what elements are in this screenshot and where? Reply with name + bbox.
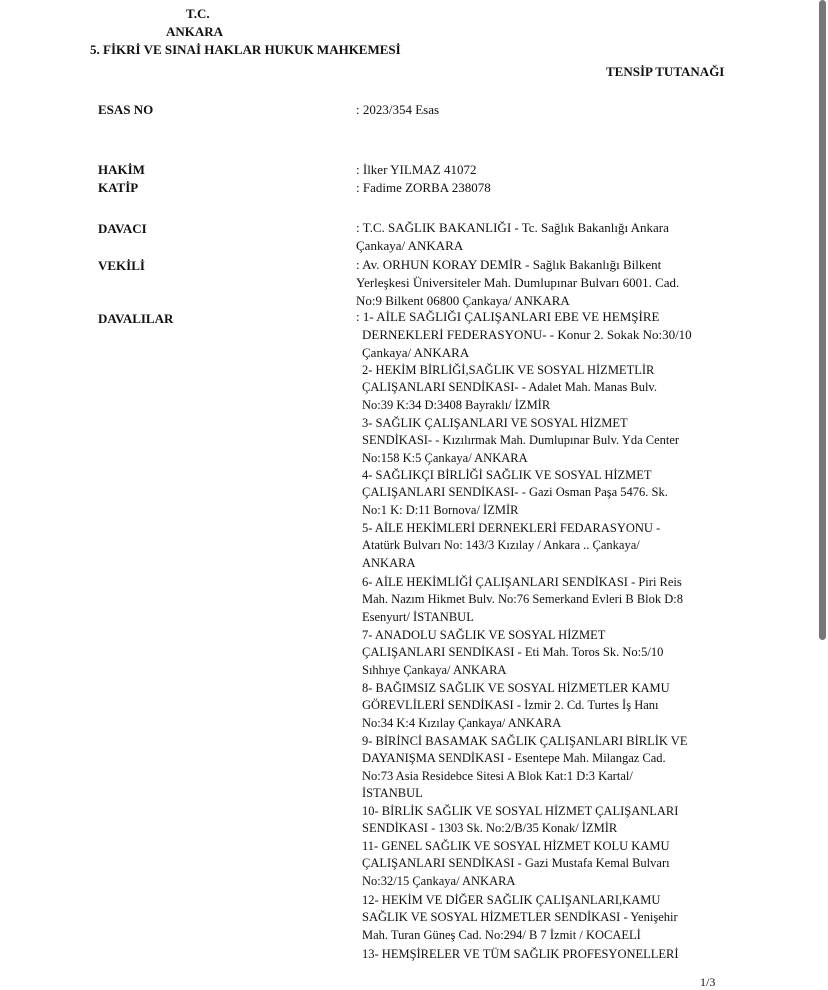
defendant-line: 3- SAĞLIK ÇALIŞANLARI VE SOSYAL HİZMET bbox=[362, 416, 628, 430]
defendant-line: ANKARA bbox=[362, 555, 416, 570]
defendant-line: No:1 K: D:11 Bornova/ İZMİR bbox=[362, 502, 519, 517]
defendant-line: 5- AİLE HEKİMLERİ DERNEKLERİ FEDARASYONU - bbox=[362, 521, 661, 535]
vekili-value bbox=[356, 256, 736, 310]
defendant-line: Esenyurt/ İSTANBUL bbox=[362, 609, 474, 624]
vekili-line: Yerleşkesi Üniversiteler Mah. Dumlupınar Bulvarı 6001. Cad. bbox=[356, 275, 680, 290]
defendant-3 bbox=[362, 415, 742, 467]
defendant-1 bbox=[356, 308, 736, 362]
defendant-line: ÇALIŞANLARI SENDİKASI - Gazi Mustafa Kemal Bulvarı bbox=[362, 856, 670, 871]
defendant-9 bbox=[362, 733, 742, 803]
hakim-value: : İlker YILMAZ 41072 bbox=[356, 162, 477, 177]
defendant-line: Çankaya/ ANKARA bbox=[362, 345, 470, 360]
defendant-line: Sıhhıye Çankaya/ ANKARA bbox=[362, 662, 507, 677]
defendant-line: Mah. Nazım Hikmet Bulv. No:76 Semerkand Evleri B Blok D:8 bbox=[362, 592, 684, 607]
defendant-line: : 1- AİLE SAĞLIĞI ÇALIŞANLARI EBE VE HEMŞİRE bbox=[356, 309, 660, 324]
defendant-line: ÇALIŞANLARI SENDİKASI - Eti Mah. Toros Sk. No:5/10 bbox=[362, 645, 664, 660]
court-name: 5. FİKRİ VE SINAİ HAKLAR HUKUK MAHKEMESİ bbox=[90, 42, 401, 57]
defendant-line: 11- GENEL SAĞLIK VE SOSYAL HİZMET KOLU KAMU bbox=[362, 839, 670, 853]
vertical-scrollbar[interactable] bbox=[819, 0, 826, 640]
vekili-line: : Av. ORHUN KORAY DEMİR - Sağlık Bakanlığı Bilkent bbox=[356, 257, 662, 272]
defendant-10 bbox=[362, 803, 742, 838]
defendant-8 bbox=[362, 680, 742, 732]
davaci-line: : T.C. SAĞLIK BAKANLIĞI - Tc. Sağlık Bakanlığı Ankara bbox=[356, 220, 669, 235]
defendant-line: Atatürk Bulvarı No: 143/3 Kızılay / Ankara .. Çankaya/ bbox=[362, 538, 640, 553]
defendant-line: No:32/15 Çankaya/ ANKARA bbox=[362, 873, 516, 888]
defendant-line: SENDİKASI- - Kızılırmak Mah. Dumlupınar Bulv. Yda Center bbox=[362, 433, 680, 448]
defendant-line: SAĞLIK VE SOSYAL HİZMETLER SENDİKASI - Yenişehir bbox=[362, 910, 678, 925]
defendant-line: 12- HEKİM VE DİĞER SAĞLIK ÇALIŞANLARI,KAMU bbox=[362, 893, 661, 907]
davaci-line: Çankaya/ ANKARA bbox=[356, 238, 464, 253]
defendant-line: SENDİKASI - 1303 Sk. No:2/B/35 Konak/ İZMİR bbox=[362, 821, 618, 836]
defendant-line: 9- BİRİNCİ BASAMAK SAĞLIK ÇALIŞANLARI BİRLİK VE bbox=[362, 734, 688, 748]
defendant-5 bbox=[362, 520, 742, 572]
defendant-line: No:158 K:5 Çankaya/ ANKARA bbox=[362, 450, 528, 465]
header-tc: T.C. bbox=[186, 6, 210, 21]
esas-value: : 2023/354 Esas bbox=[356, 102, 440, 117]
header-city: ANKARA bbox=[166, 24, 224, 39]
defendant-line: No:39 K:34 D:3408 Bayraklı/ İZMİR bbox=[362, 397, 551, 412]
defendant-line: ÇALIŞANLARI SENDİKASI- - Gazi Osman Paşa 5476. Sk. bbox=[362, 485, 668, 500]
defendant-line: 8- BAĞIMSIZ SAĞLIK VE SOSYAL HİZMETLER KAMU bbox=[362, 681, 670, 695]
defendant-11 bbox=[362, 838, 742, 890]
davalilar-label: DAVALILAR bbox=[98, 311, 174, 326]
vekili-label: VEKİLİ bbox=[98, 258, 145, 273]
vekili-line: No:9 Bilkent 06800 Çankaya/ ANKARA bbox=[356, 293, 570, 308]
document-title: TENSİP TUTANAĞI bbox=[606, 64, 725, 79]
davaci-label: DAVACI bbox=[98, 221, 147, 236]
defendant-line: ÇALIŞANLARI SENDİKASI- - Adalet Mah. Manas Bulv. bbox=[362, 380, 657, 395]
defendant-4 bbox=[362, 467, 742, 519]
defendant-line: İSTANBUL bbox=[362, 786, 423, 801]
defendant-line: 6- AİLE HEKİMLİĞİ ÇALIŞANLARI SENDİKASI - Piri Reis bbox=[362, 575, 682, 589]
katip-label: KATİP bbox=[98, 180, 139, 195]
defendant-line: No:73 Asia Residebce Sitesi A Blok Kat:1 D:3 Kartal/ bbox=[362, 768, 633, 783]
defendant-7 bbox=[362, 627, 742, 679]
defendant-line: GÖREVLİLERİ SENDİKASI - İzmir 2. Cd. Turtes İş Hanı bbox=[362, 698, 659, 713]
defendant-line: 7- ANADOLU SAĞLIK VE SOSYAL HİZMET bbox=[362, 628, 606, 642]
defendant-line: DAYANIŞMA SENDİKASI - Esentepe Mah. Milangaz Cad. bbox=[362, 751, 666, 766]
davaci-value bbox=[356, 219, 736, 255]
defendant-line: No:34 K:4 Kızılay Çankaya/ ANKARA bbox=[362, 715, 562, 730]
hakim-label: HAKİM bbox=[98, 162, 145, 177]
defendant-line: 10- BİRLİK SAĞLIK VE SOSYAL HİZMET ÇALIŞANLARI bbox=[362, 804, 679, 818]
esas-label: ESAS NO bbox=[98, 102, 154, 117]
defendant-12 bbox=[362, 892, 742, 944]
defendant-line: DERNEKLERİ FEDERASYONU- - Konur 2. Sokak No:30/10 bbox=[362, 327, 692, 342]
defendant-line: 13- HEMŞİRELER VE TÜM SAĞLIK PROFESYONELLERİ bbox=[362, 947, 679, 961]
defendant-13 bbox=[362, 946, 742, 963]
katip-value: : Fadime ZORBA 238078 bbox=[356, 180, 491, 195]
defendant-line: Mah. Turan Güneş Cad. No:294/ B 7 İzmit / KOCAELİ bbox=[362, 927, 641, 942]
page-number: 1/3 bbox=[700, 975, 716, 989]
defendant-line: 4- SAĞLIKÇI BİRLİĞİ SAĞLIK VE SOSYAL HİZMET bbox=[362, 468, 652, 482]
defendant-line: 2- HEKİM BİRLİĞİ,SAĞLIK VE SOSYAL HİZMETLİR bbox=[362, 363, 655, 377]
defendant-6 bbox=[362, 574, 742, 626]
defendant-2 bbox=[362, 362, 742, 414]
